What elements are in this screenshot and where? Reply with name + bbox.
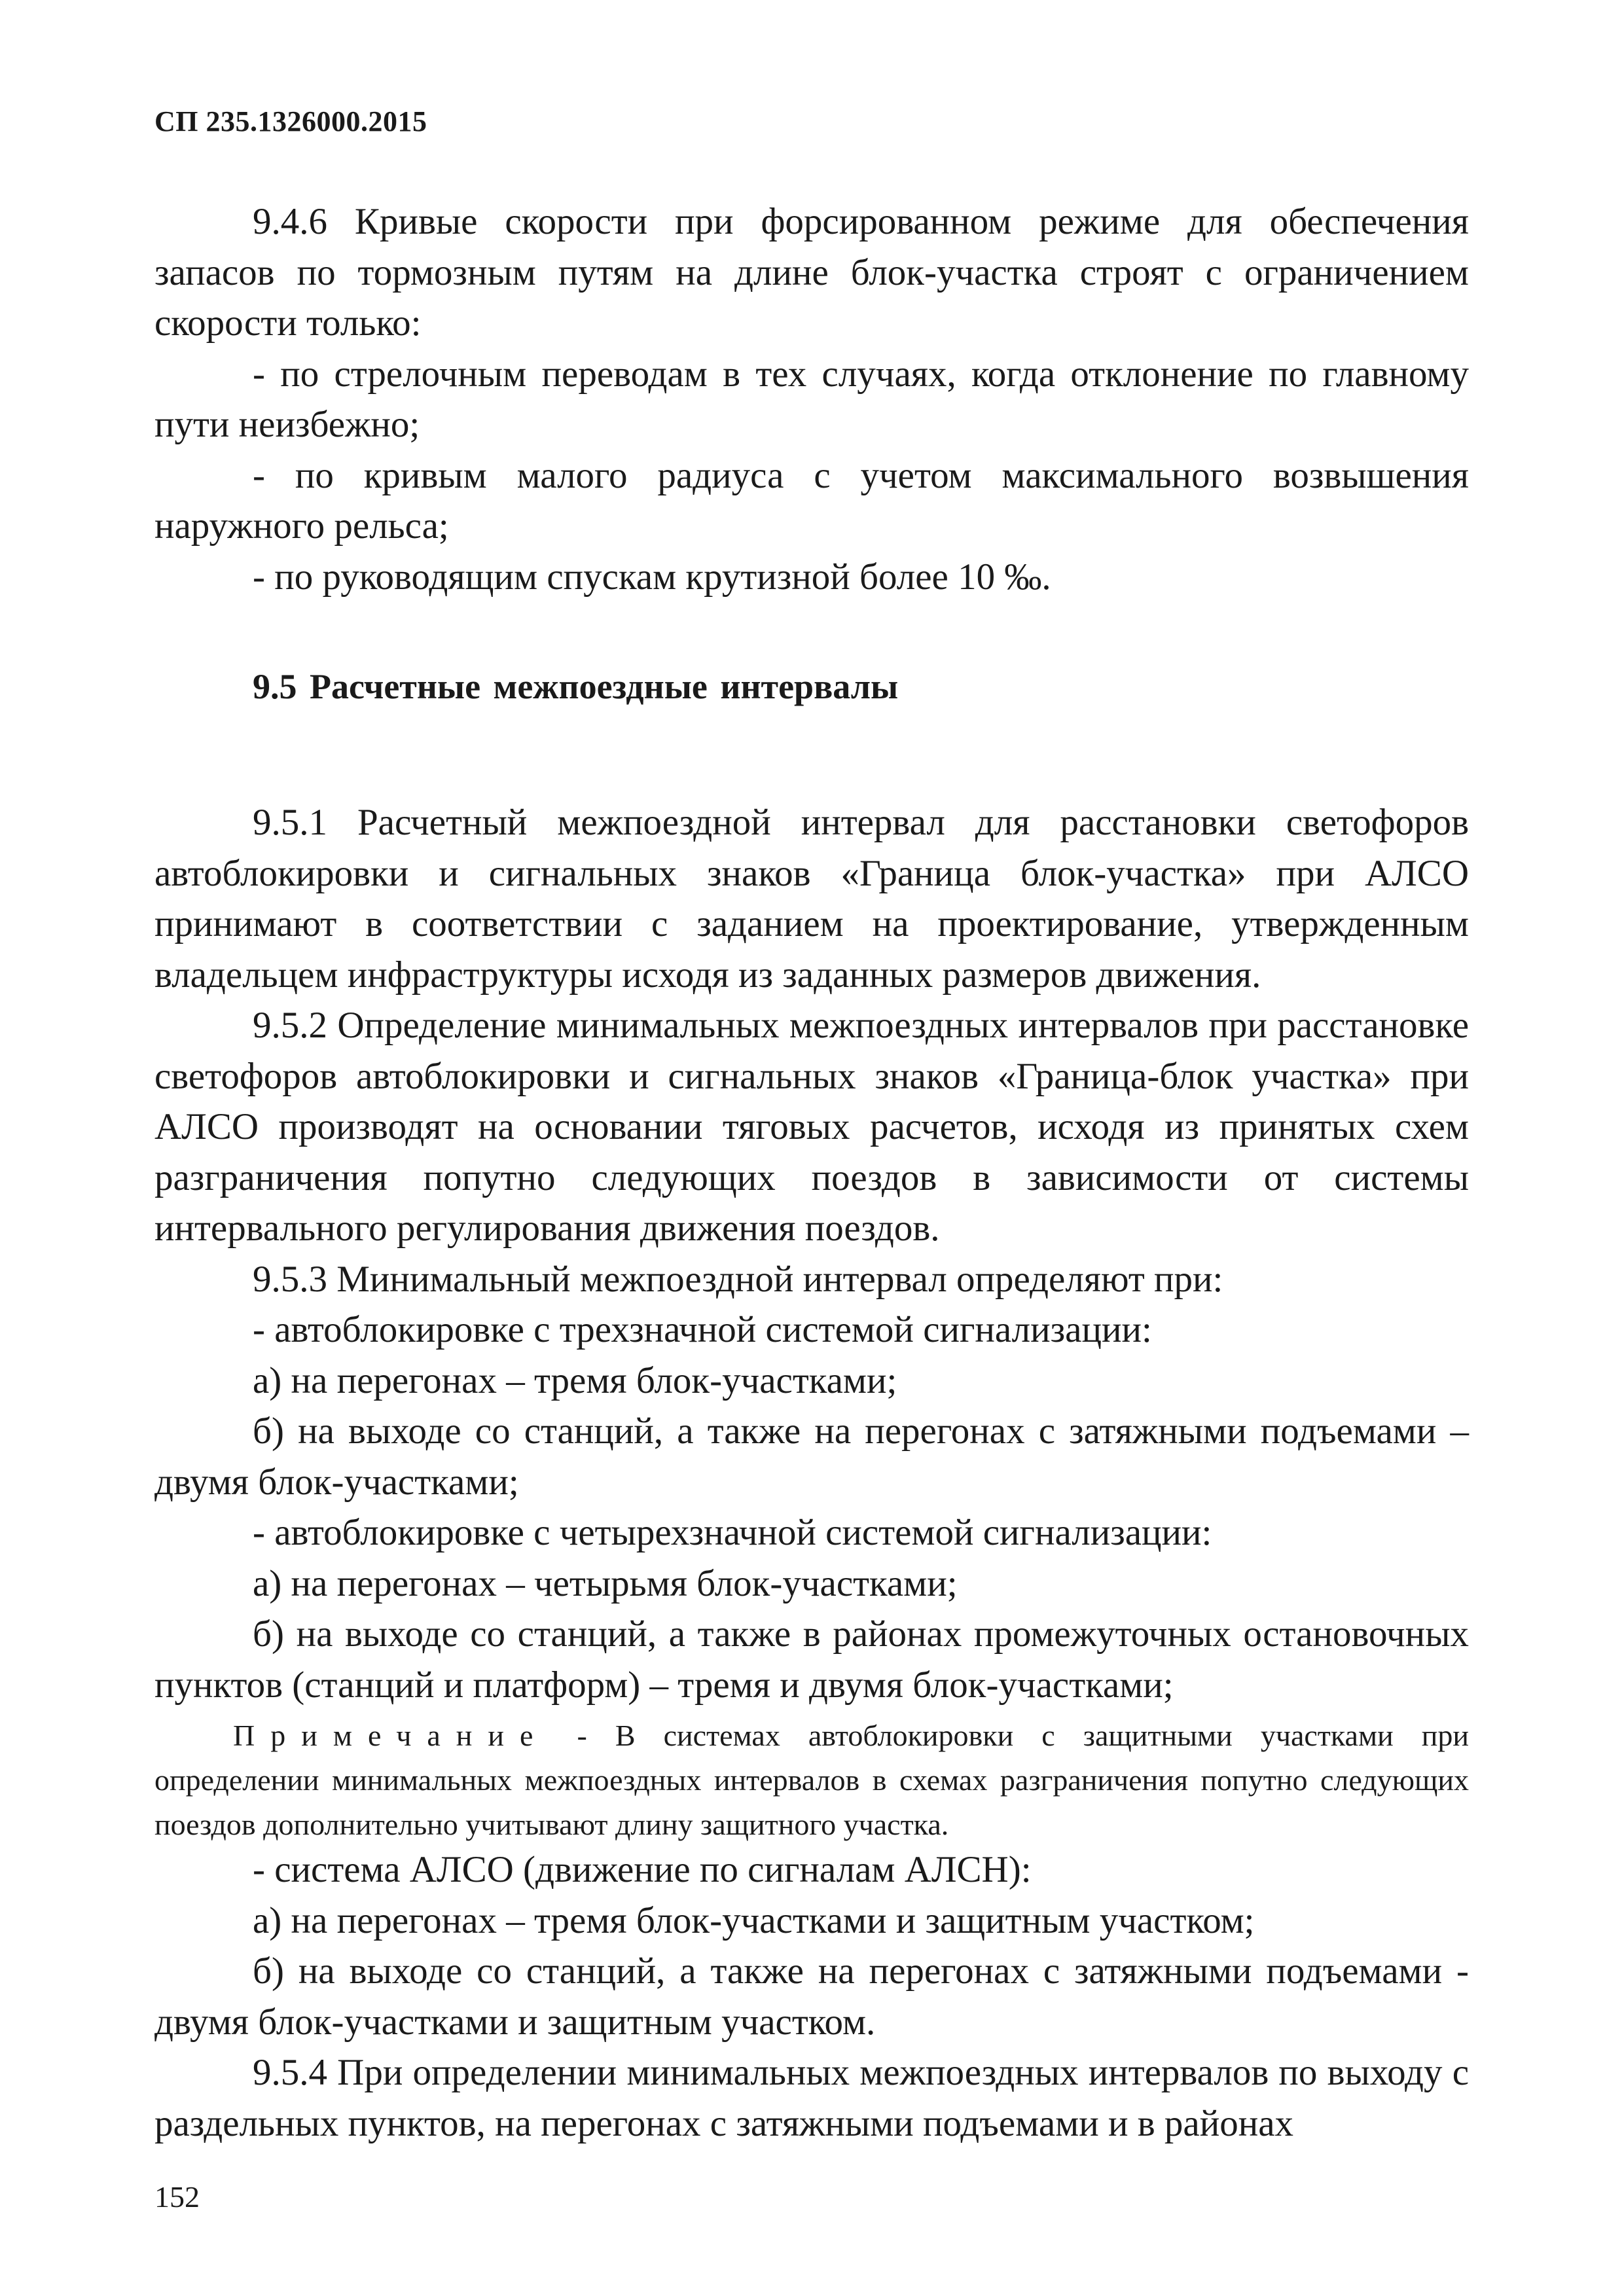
note-paragraph (154, 1713, 1469, 1847)
section-9-5-continued (154, 1844, 1469, 2149)
paragraph-9-5-3: 9.5.3 Минимальный межпоездной интервал определяют при: (253, 1258, 1223, 1300)
section-heading-9-5: 9.5 Расчетные межпоездные интервалы (253, 667, 899, 706)
section-9-4-6 (154, 196, 1469, 602)
paragraph-9-5-2: 9.5.2 Определение минимальных межпоездных интервалов при расстановке светофоров автоблокировки и сигнальных знаков «Граница-блок участка» при АЛСО производят на основании тяговых расчетов, исходя из принятых схем разграничения попутно следующих поездов в зависимости от системы интервального регулирования движения поездов. (154, 1005, 1469, 1249)
list-item: б) на выходе со станций, а также на перегонах с затяжными подъемами - двумя блок-участками и защитным участком. (154, 1950, 1469, 2043)
paragraph-9-5-4: 9.5.4 При определении минимальных межпоездных интервалов по выходу с раздельных пунктов, на перегонах с затяжными подъемами и в районах (154, 2052, 1469, 2144)
list-item: а) на перегонах – тремя блок-участками; (253, 1359, 897, 1401)
list-item: - автоблокировке с четырехзначной системой сигнализации: (253, 1512, 1212, 1553)
note-text: - В системах автоблокировки с защитными участками при определении минимальных межпоездных интервалов в схемах разграничения попутно следующих поездов дополнительно учитывают длину защитного участка. (154, 1719, 1469, 1841)
section-9-5 (154, 797, 1469, 1710)
list-item: а) на перегонах – тремя блок-участками и защитным участком; (253, 1899, 1255, 1941)
list-item: - по стрелочным переводам в тех случаях, когда отклонение по главному пути неизбежно; (154, 353, 1469, 445)
paragraph-9-4-6: 9.4.6 Кривые скорости при форсированном режиме для обеспечения запасов по тормозным путям на длине блок-участка строят с ограничением скорости только: (154, 201, 1469, 344)
document-code-header: СП 235.1326000.2015 (154, 105, 427, 137)
list-item: - по руководящим спускам крутизной более 10 ‰. (253, 556, 1051, 598)
list-item: б) на выходе со станций, а также в районах промежуточных остановочных пунктов (станций и платформ) – тремя и двумя блок-участками; (154, 1613, 1469, 1706)
list-item: - система АЛСО (движение по сигналам АЛСН): (253, 1849, 1032, 1890)
list-item: - автоблокировке с трехзначной системой сигнализации: (253, 1309, 1152, 1350)
note-label: Примечание (233, 1719, 549, 1752)
list-item: а) на перегонах – четырьмя блок-участками; (253, 1562, 958, 1604)
note-block (154, 1713, 1469, 1847)
page-number: 152 (154, 2180, 200, 2214)
list-item: - по кривым малого радиуса с учетом максимального возвышения наружного рельса; (154, 454, 1469, 547)
paragraph-9-5-1: 9.5.1 Расчетный межпоездной интервал для расстановки светофоров автоблокировки и сигнальных знаков «Граница блок-участка» при АЛСО принимают в соответствии с заданием на проектирование, утвержденным владельцем инфраструктуры исходя из заданных размеров движения. (154, 802, 1469, 996)
list-item: б) на выходе со станций, а также на перегонах с затяжными подъемами – двумя блок-участками; (154, 1410, 1469, 1503)
